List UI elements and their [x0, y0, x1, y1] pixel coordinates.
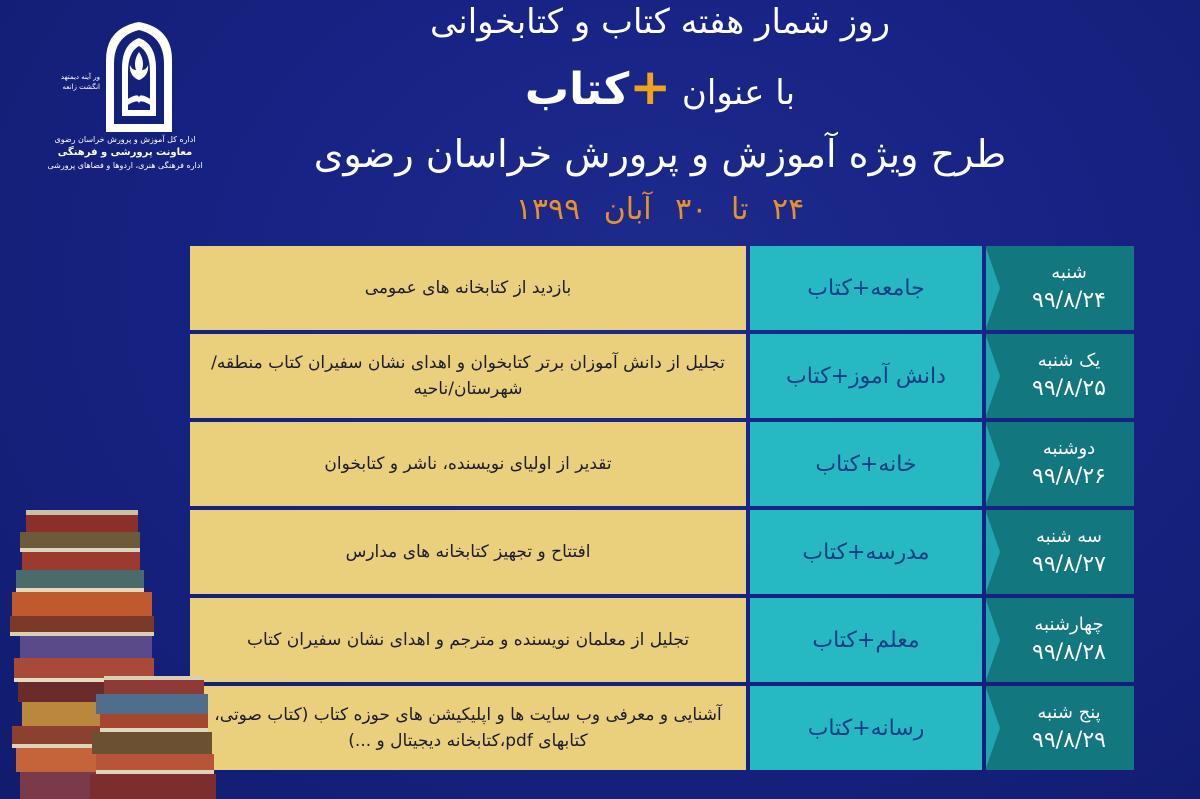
date-range: ۲۴ تا ۳۰ آبان ۱۳۹۹ [515, 192, 805, 227]
day-cell [986, 334, 1134, 418]
organization-logo [20, 16, 230, 176]
activity-description: تجلیل از معلمان نویسنده و مترجم و اهدای نشان سفیران کتاب [190, 598, 746, 682]
day-date: ۹۹/۸/۲۴ [1032, 288, 1106, 313]
day-date: ۹۹/۸/۲۶ [1032, 464, 1106, 489]
title-line-3: طرح ویژه آموزش و پرورش خراسان رضوی [313, 132, 1007, 176]
day-cell [986, 686, 1134, 770]
day-name: سه شنبه [1035, 526, 1103, 547]
activity-description: بازدید از کتابخانه های عمومی [190, 246, 746, 330]
day-theme: خانه+کتاب [750, 422, 982, 506]
title-line-2-prefix: با عنوان [681, 73, 796, 113]
logo-caption-line-2: معاونت پرورشی و فرهنگی [57, 147, 193, 158]
day-date: ۹۹/۸/۲۹ [1032, 728, 1106, 753]
row-arrow-notch [986, 424, 1000, 504]
row-arrow-notch [986, 512, 1000, 592]
day-name: دوشنبه [1042, 438, 1096, 459]
row-arrow-notch [986, 336, 1000, 416]
day-theme: مدرسه+کتاب [750, 510, 982, 594]
activity-description: افتتاح و تجهیز کتابخانه های مدارس [190, 510, 746, 594]
day-date: ۹۹/۸/۲۸ [1032, 640, 1106, 665]
day-theme: دانش آموز+کتاب [750, 334, 982, 418]
row-arrow-notch [986, 248, 1000, 328]
logo-caption-line-3: اداره فرهنگی هنری، اردوها و فضاهای پرورشی [47, 161, 203, 170]
book-stack-right [90, 676, 216, 799]
activity-description: تقدیر از اولیای نویسنده، ناشر و کتابخوان [190, 422, 746, 506]
day-name: یک شنبه [1037, 350, 1101, 371]
logo-caption [20, 134, 230, 172]
brand-ketab: کتاب [524, 64, 630, 115]
day-cell [986, 246, 1134, 330]
logo-caption-line-1: اداره کل آموزش و پرورش خراسان رضوی [54, 135, 196, 144]
title-line-2 [460, 58, 860, 118]
emblem-icon [100, 20, 178, 132]
title-line-1: روز شمار هفته کتاب و کتابخوانی [429, 2, 891, 42]
day-date: ۹۹/۸/۲۷ [1032, 552, 1106, 577]
activity-description: آشنایی و معرفی وب سایت ها و اپلیکیشن های حوزه کتاب (کتاب صوتی، کتابهای pdf،کتابخانه دیجیتال و ...) [190, 686, 746, 770]
day-theme: معلم+کتاب [750, 598, 982, 682]
brand-plus: + [629, 58, 672, 116]
day-cell [986, 598, 1134, 682]
row-arrow-notch [986, 688, 1000, 768]
day-theme: رسانه+کتاب [750, 686, 982, 770]
day-date: ۹۹/۸/۲۵ [1032, 376, 1106, 401]
day-cell [986, 510, 1134, 594]
row-arrow-notch [986, 600, 1000, 680]
day-cell [986, 422, 1134, 506]
book-stack-illustration [0, 500, 240, 799]
activity-description: تجلیل از دانش آموزان برتر کتابخوان و اهدای نشان سفیران کتاب منطقه/شهرستان/ناحیه [190, 334, 746, 418]
day-name: چهارشنبه [1034, 614, 1104, 635]
day-name: شنبه [1051, 262, 1087, 283]
day-theme: جامعه+کتاب [750, 246, 982, 330]
logo-side-text: ور آینه دیمتهد انگشت زانعه [60, 73, 100, 91]
day-name: پنج شنبه [1037, 702, 1101, 723]
